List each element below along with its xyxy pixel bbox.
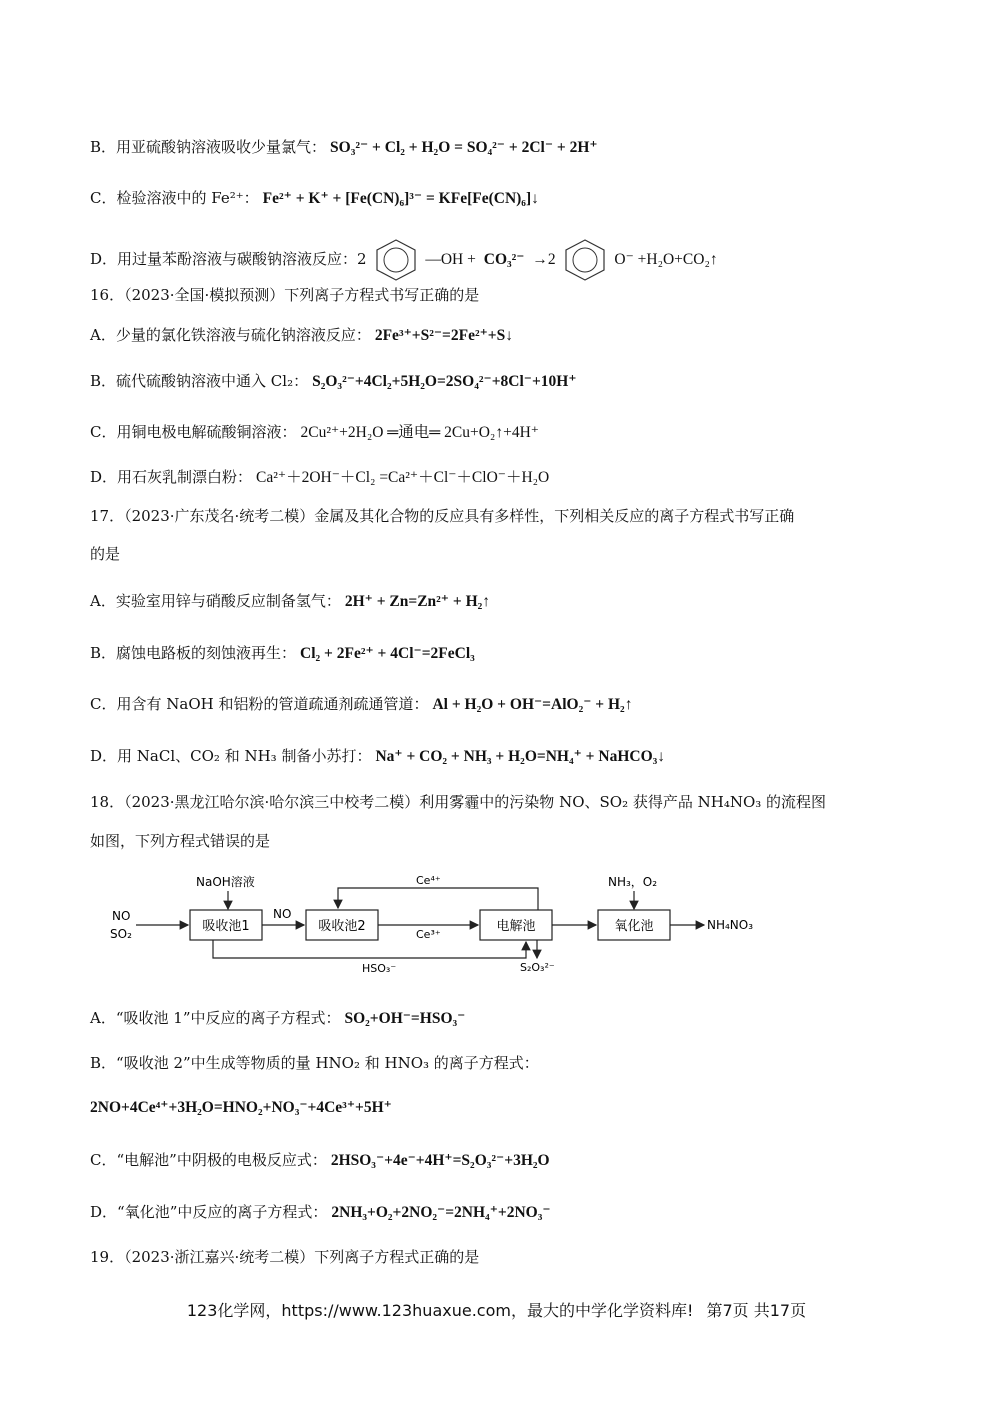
reaction-arrow: →2 [528,251,556,268]
line-15c [90,188,539,209]
line-16b [90,371,577,392]
pool2-label: 吸收池2 [318,919,366,934]
line-17b [90,643,475,664]
equation: S₂O₃²⁻+4Cl₂+5H₂O=2SO₄²⁻+8Cl⁻+10H⁺ [312,373,577,390]
option-label: C．用铜电极电解硫酸铜溶液： [90,423,297,441]
equation: 2Fe³⁺+S²⁻=2Fe²⁺+S↓ [374,327,514,344]
nh3-o2-label: NH₃，O₂ [608,875,658,889]
input-no-label: NO [112,909,131,923]
option-label: D．用石灰乳制漂白粉： [90,468,253,486]
equation: SO₃²⁻ + Cl₂ + H₂O = SO₄²⁻ + 2Cl⁻ + 2H⁺ [330,139,598,156]
line-18a [90,1008,465,1029]
line-15d [90,238,718,282]
naoh-label: NaOH溶液 [196,875,255,889]
product-label: NH₄NO₃ [707,918,754,932]
electro-label: 电解池 [496,919,536,934]
line-18c [90,1150,550,1171]
hso3-label: HSO₃⁻ [362,962,397,975]
option-label: A．实验室用锌与硝酸反应制备氢气： [90,592,341,610]
line-16a [90,325,513,346]
option-label: B．硫代硫酸钠溶液中通入 Cl₂： [90,372,309,390]
option-label: C．用含有 NaOH 和铝粉的管道疏通剂疏通管道： [90,695,429,713]
line-17d [90,746,665,767]
line-16c [90,422,539,443]
option-label: D．用 NaCl、CO₂ 和 NH₃ 制备小苏打： [90,747,372,765]
question-19: 19．（2023·浙江嘉兴·统考二模）下列离子方程式正确的是 [90,1248,480,1266]
option-label: A．“吸收池 1”中反应的离子方程式： [90,1009,341,1027]
line-18d [90,1202,551,1223]
line-18b-equation: 2NO+4Ce⁴⁺+3H₂O=HNO₂+NO₃⁻+4Ce³⁺+5H⁺ [90,1099,392,1116]
line-15b [90,137,598,158]
question-18-line2: 如图，下列方程式错误的是 [90,832,271,850]
equation: Na⁺ + CO₂ + NH₃ + H₂O=NH₄⁺ + NaHCO₃↓ [375,748,666,765]
line-18b [90,1053,539,1073]
option-label: A．少量的氯化铁溶液与硫化钠溶液反应： [90,326,371,344]
no-label: NO [273,907,292,921]
equation: Cl₂ + 2Fe²⁺ + 4Cl⁻=2FeCl₃ [300,645,475,662]
option-label: B．用亚硫酸钠溶液吸收少量氯气： [90,138,327,156]
equation: 2H⁺ + Zn=Zn²⁺ + H₂↑ [344,593,491,610]
page-footer [0,1298,993,1321]
products: O⁻ +H₂O+CO₂↑ [614,251,718,268]
carbonate-ion: CO₃²⁻ [483,251,525,268]
flow-diagram [100,868,780,980]
option-label: D．“氧化池”中反应的离子方程式： [90,1203,328,1221]
pool1-label: 吸收池1 [202,919,250,934]
ce4-label: Ce⁴⁺ [416,874,441,887]
question-17-line1: 17．（2023·广东茂名·统考二模）金属及其化合物的反应具有多样性，下列相关反应的离子方程式书写正确 [90,507,795,525]
loop-ce4 [338,888,538,910]
equation: Fe²⁺ + K⁺ + [Fe(CN)₆]³⁻ = KFe[Fe(CN)₆]↓ [262,190,539,207]
question-18-line1: 18．（2023·黑龙江哈尔滨·哈尔滨三中校考二模）利用雾霾中的污染物 NO、SO₂ 获得产品 NH₄NO₃ 的流程图 [90,793,827,811]
footer-site: 123化学网，https://www.123huaxue.com，最大的中学化学资料库! [186,1301,694,1320]
option-label: C．检验溶液中的 Fe²⁺： [90,189,259,207]
footer-page-number: 第7页 共17页 [706,1301,807,1320]
s2o3-label: S₂O₃²⁻ [520,961,555,974]
equation: Ca²⁺＋2OH⁻＋Cl₂ =Ca²⁺＋Cl⁻＋ClO⁻＋H₂O [256,469,550,486]
input-so2-label: SO₂ [110,927,132,941]
equation: 2NH₃+O₂+2NO₂⁻=2NH₄⁺+2NO₃⁻ [331,1204,551,1221]
line-17a [90,591,490,612]
line-16d [90,467,549,488]
equation: 2HSO₃⁻+4e⁻+4H⁺=S₂O₃²⁻+3H₂O [330,1152,550,1169]
equation: 2Cu²⁺+2H₂O ═通电═ 2Cu+O₂↑+4H⁺ [300,424,539,441]
benzene-ring-icon [371,238,421,282]
loop-hso3 [213,940,526,958]
line-17c [90,694,632,715]
option-label: B．腐蚀电路板的刻蚀液再生： [90,644,297,662]
option-label: C．“电解池”中阴极的电极反应式： [90,1151,327,1169]
question-16: 16．（2023·全国·模拟预测）下列离子方程式书写正确的是 [90,286,480,304]
option-label: D．用过量苯酚溶液与碳酸钠溶液反应：2 [90,250,367,268]
equation: Al + H₂O + OH⁻=AlO₂⁻ + H₂↑ [432,696,633,713]
benzene-ring-icon [560,238,610,282]
oxid-label: 氧化池 [614,919,654,934]
option-label: B．“吸收池 2”中生成等物质的量 HNO₂ 和 HNO₃ 的离子方程式： [90,1054,539,1072]
equation: SO₂+OH⁻=HSO₃⁻ [344,1010,466,1027]
ce3-label: Ce³⁺ [416,928,441,941]
phenol-oh: —OH + [425,251,480,268]
question-17-line2: 的是 [90,545,121,563]
